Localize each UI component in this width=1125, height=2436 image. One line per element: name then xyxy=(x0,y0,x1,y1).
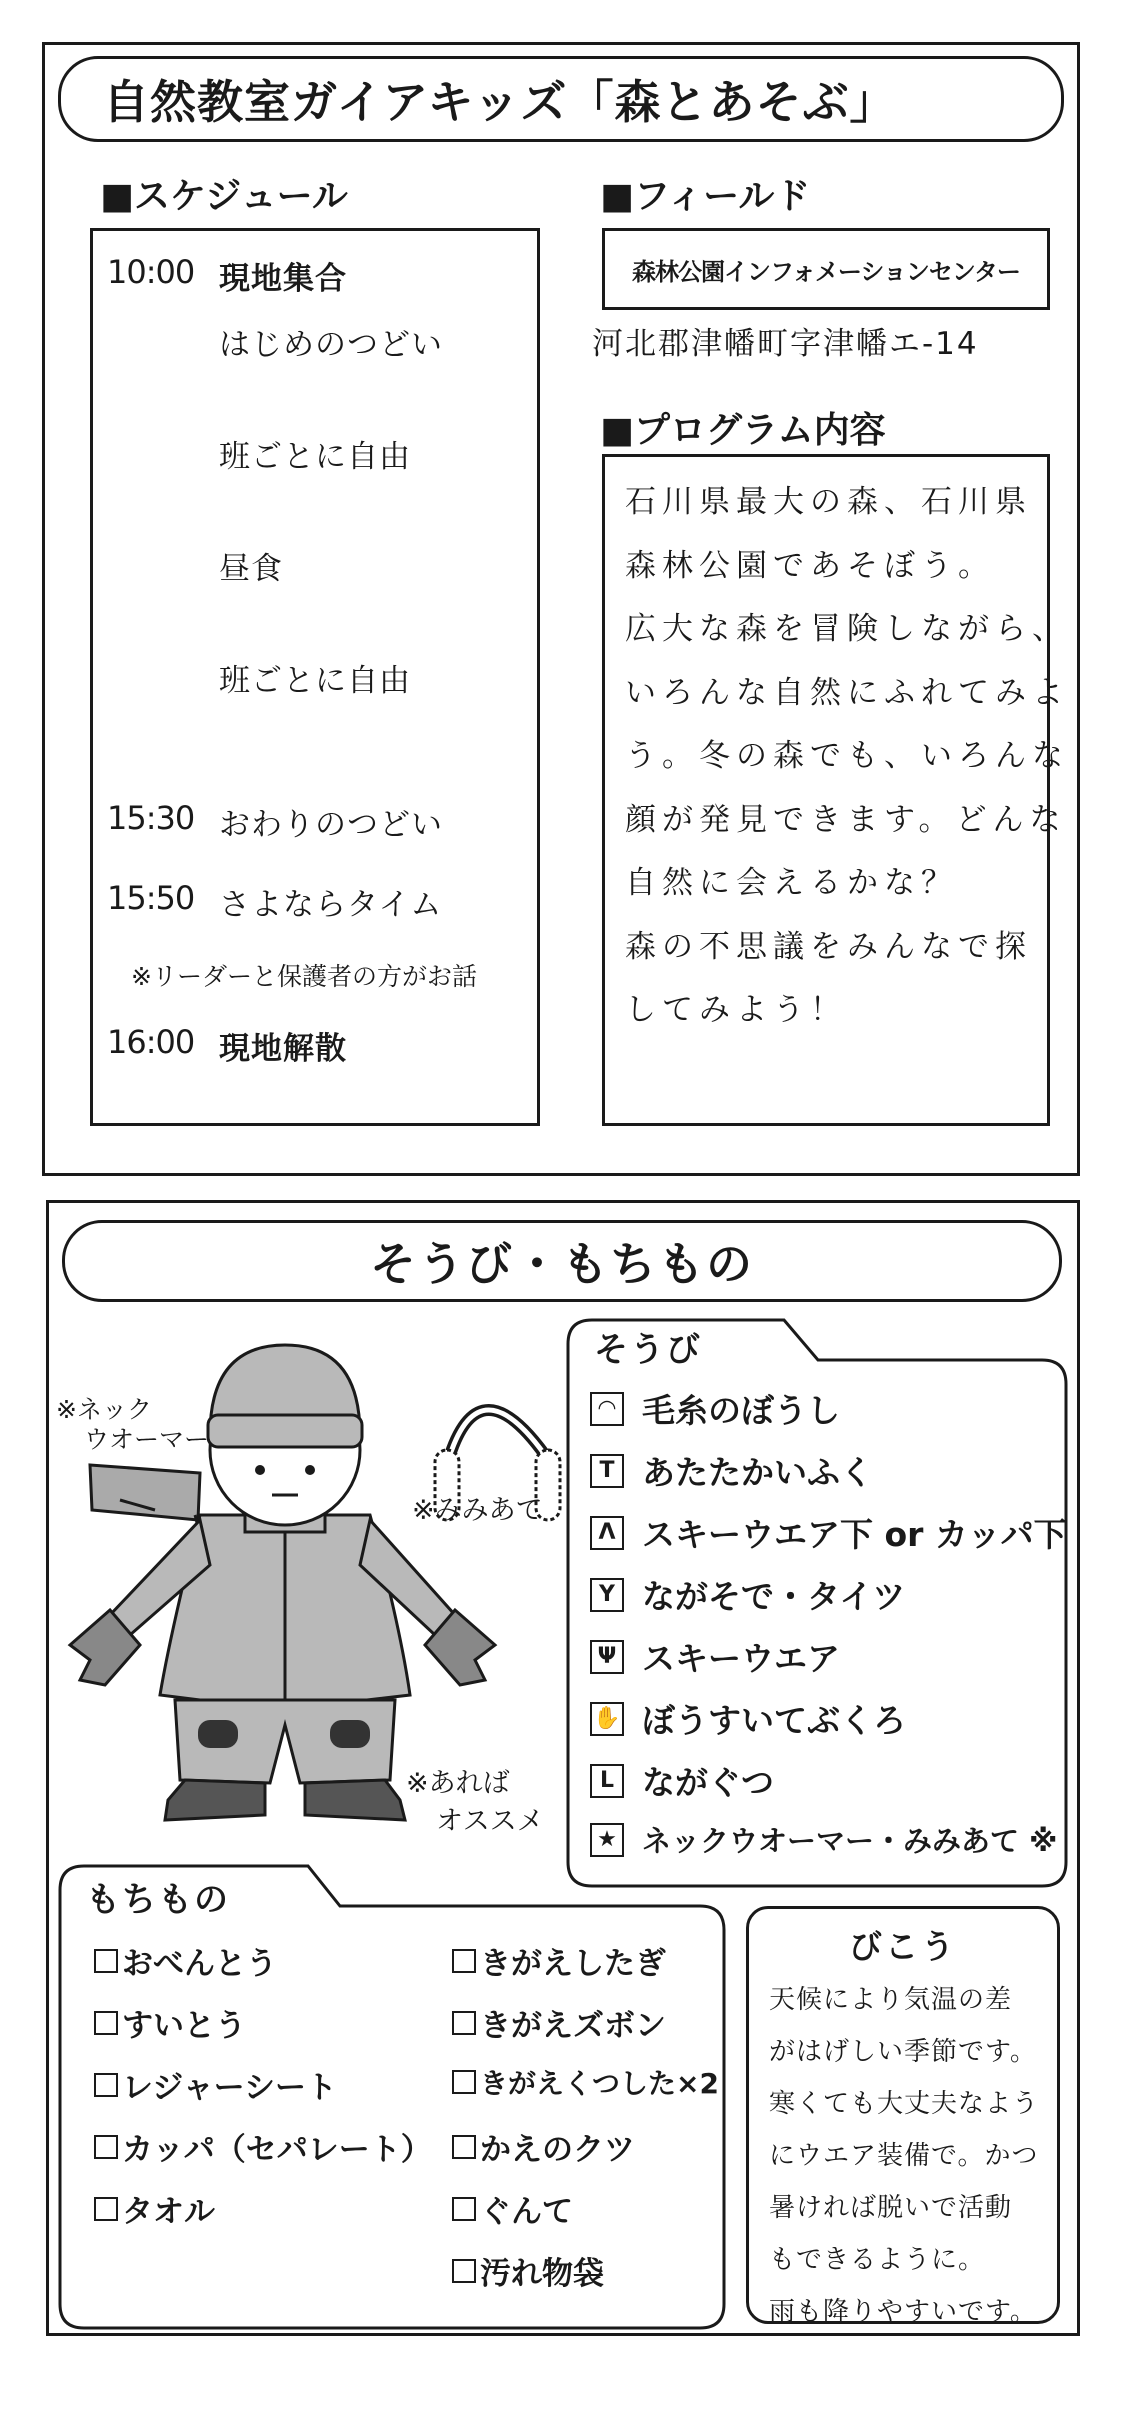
checkbox-icon[interactable] xyxy=(94,2135,118,2159)
mochimono-item[interactable] xyxy=(452,2000,666,2045)
hat-icon: ◠ xyxy=(590,1392,624,1426)
neck-warmer-note xyxy=(56,1395,209,1455)
mochimono-item[interactable] xyxy=(452,2124,635,2169)
mochimono-item[interactable] xyxy=(452,2248,604,2293)
bikou-line: 寒くても大丈夫なよう xyxy=(769,2089,1040,2119)
checkbox-icon[interactable] xyxy=(452,2011,476,2035)
mochimono-col1 xyxy=(94,1938,432,2318)
mochimono-col2 xyxy=(452,1938,722,2318)
glove-icon: ✋ xyxy=(590,1702,624,1736)
schedule-activity: おわりのつどい xyxy=(219,807,443,843)
checkbox-icon[interactable] xyxy=(452,2070,476,2094)
mochimono-item[interactable] xyxy=(94,2000,246,2045)
soubi-item xyxy=(590,1695,906,1742)
recommend-note xyxy=(406,1765,544,1841)
program-line: 石川県最大の森、石川県 xyxy=(625,484,1032,520)
mochimono-item-label: きがえしたぎ xyxy=(480,1946,666,1982)
mochimono-item[interactable] xyxy=(452,2062,719,2102)
field-address: 河北郡津幡町字津幡エ-14 xyxy=(592,326,979,362)
checkbox-icon[interactable] xyxy=(452,2259,476,2283)
bikou-text xyxy=(769,1974,1057,2338)
mochimono-item-label: すいとう xyxy=(122,2008,246,2044)
schedule-activity: はじめのつどい xyxy=(219,327,443,363)
schedule-time: 10:00 xyxy=(107,253,195,291)
mochimono-item[interactable] xyxy=(94,2186,215,2231)
soubi-list xyxy=(590,1385,1067,1865)
mochimono-label: もちもの xyxy=(86,1880,230,1920)
schedule-activity: 現地集合 xyxy=(219,261,347,297)
bikou-line: がはげしい季節です。 xyxy=(769,2037,1037,2067)
mochimono-item[interactable] xyxy=(94,2062,337,2107)
schedule-list xyxy=(93,231,537,1123)
soubi-item-label: 毛糸のぼうし xyxy=(642,1391,840,1430)
bikou-title: びこう xyxy=(849,1927,957,1966)
checkbox-icon[interactable] xyxy=(452,1949,476,1973)
soubi-item-label: ぼうすいてぶくろ xyxy=(642,1701,906,1740)
soubi-item xyxy=(590,1571,905,1618)
boot-icon: L xyxy=(590,1764,624,1798)
soubi-item xyxy=(590,1819,1057,1860)
checkbox-icon[interactable] xyxy=(94,2011,118,2035)
mochimono-item[interactable] xyxy=(94,1938,277,1983)
soubi-item-label: ネックウオーマー・みみあて ※ xyxy=(642,1824,1058,1858)
soubi-item-label: ながそで・タイツ xyxy=(642,1577,906,1616)
bikou-line: 暑ければ脱いで活動 xyxy=(769,2193,1013,2223)
mochimono-item-label: おべんとう xyxy=(122,1946,277,1982)
schedule-time: 15:50 xyxy=(107,879,195,917)
field-heading: ■フィールド xyxy=(600,176,811,217)
field-place: 森林公園インフォメーションセンター xyxy=(632,257,1020,286)
equipment-title-banner xyxy=(62,1220,1062,1302)
mochimono-item-label: きがえくつした×2 xyxy=(480,2067,719,2100)
mochimono-item-label: 汚れ物袋 xyxy=(480,2256,604,2292)
mochimono-item[interactable] xyxy=(452,2186,573,2231)
soubi-item-label: あたたかいふく xyxy=(642,1453,873,1492)
longsleeve-icon: Y xyxy=(590,1578,624,1612)
soubi-label: そうび xyxy=(594,1330,702,1370)
neck-note-line-2: ウオーマー xyxy=(84,1425,210,1454)
program-line: いろんな自然にふれてみよ xyxy=(625,674,1069,711)
mochimono-item-label: ぐんて xyxy=(480,2194,573,2230)
bikou-line: 雨も降りやすいです。 xyxy=(769,2297,1037,2327)
mochimono-item-label: かえのクツ xyxy=(480,2132,635,2168)
star-icon: ★ xyxy=(590,1823,624,1857)
mochimono-item[interactable] xyxy=(94,2124,432,2169)
program-box xyxy=(602,454,1069,1126)
program-line: 広大な森を冒険しながら、 xyxy=(625,611,1069,647)
program-line: 森林公園であそぼう。 xyxy=(625,547,995,584)
soubi-item-label: ながぐつ xyxy=(642,1763,774,1802)
mochimono-item-label: カッパ（セパレート） xyxy=(122,2132,432,2168)
soubi-item xyxy=(590,1447,873,1494)
program-line: 自然に会えるかな？ xyxy=(625,865,958,901)
mochimono-item[interactable] xyxy=(452,1938,666,1983)
checkbox-icon[interactable] xyxy=(94,1949,118,1973)
schedule-box xyxy=(90,228,540,1126)
soubi-item-label: スキーウエア下 or カッパ下 xyxy=(642,1515,1067,1554)
bikou-box xyxy=(746,1906,1060,2327)
page-title-banner xyxy=(58,56,1064,142)
soubi-item xyxy=(590,1633,840,1680)
neck-note-line-1: ※ネック xyxy=(56,1395,152,1424)
program-line: 顔が発見できます。どんな xyxy=(625,801,1067,838)
checkbox-icon[interactable] xyxy=(452,2197,476,2221)
shirt-icon: T xyxy=(590,1454,624,1488)
equipment-title: そうび・もちもの xyxy=(370,1237,754,1291)
recommend-note-line-2: オススメ xyxy=(436,1806,544,1837)
schedule-activity: 班ごとに自由 xyxy=(219,663,411,699)
program-line: してみよう！ xyxy=(625,992,847,1028)
pants-icon: Λ xyxy=(590,1516,624,1550)
program-text xyxy=(625,471,1069,1043)
earmuffs-note: ※みみあて xyxy=(412,1495,543,1526)
jacket-icon: Ψ xyxy=(590,1640,624,1674)
program-heading: ■プログラム内容 xyxy=(600,410,886,451)
schedule-activity: ※リーダーと保護者の方がお話 xyxy=(131,962,477,991)
mochimono-item-label: きがえズボン xyxy=(480,2008,666,2044)
schedule-activity: さよならタイム xyxy=(219,887,443,923)
schedule-time: 15:30 xyxy=(107,799,195,837)
checkbox-icon[interactable] xyxy=(94,2197,118,2221)
schedule-activity: 昼食 xyxy=(219,551,283,587)
soubi-item xyxy=(590,1757,774,1804)
bikou-line: にウエア装備で。かつ xyxy=(769,2141,1039,2171)
recommend-note-line-1: ※あれば xyxy=(406,1768,510,1799)
schedule-time: 16:00 xyxy=(107,1023,195,1061)
schedule-activity: 現地解散 xyxy=(219,1031,347,1067)
soubi-item-label: スキーウエア xyxy=(642,1639,840,1678)
field-place-box xyxy=(602,228,1050,310)
checkbox-icon[interactable] xyxy=(452,2135,476,2159)
program-line: 森の不思議をみんなで探 xyxy=(625,928,1032,965)
page-title: 自然教室ガイアキッズ「森とあそぶ」 xyxy=(103,75,897,129)
schedule-heading: ■スケジュール xyxy=(100,176,348,217)
neck-warmer-icon xyxy=(90,1465,200,1540)
schedule-activity: 班ごとに自由 xyxy=(219,439,411,475)
checkbox-icon[interactable] xyxy=(94,2073,118,2097)
program-line: う。冬の森でも、いろんな xyxy=(625,738,1069,774)
bikou-line: もできるように。 xyxy=(769,2245,986,2275)
soubi-item xyxy=(590,1509,1067,1556)
soubi-item xyxy=(590,1385,840,1432)
mochimono-item-label: レジャーシート xyxy=(122,2070,337,2106)
mochimono-item-label: タオル xyxy=(122,2194,215,2230)
bikou-line: 天候により気温の差 xyxy=(769,1985,1013,2015)
